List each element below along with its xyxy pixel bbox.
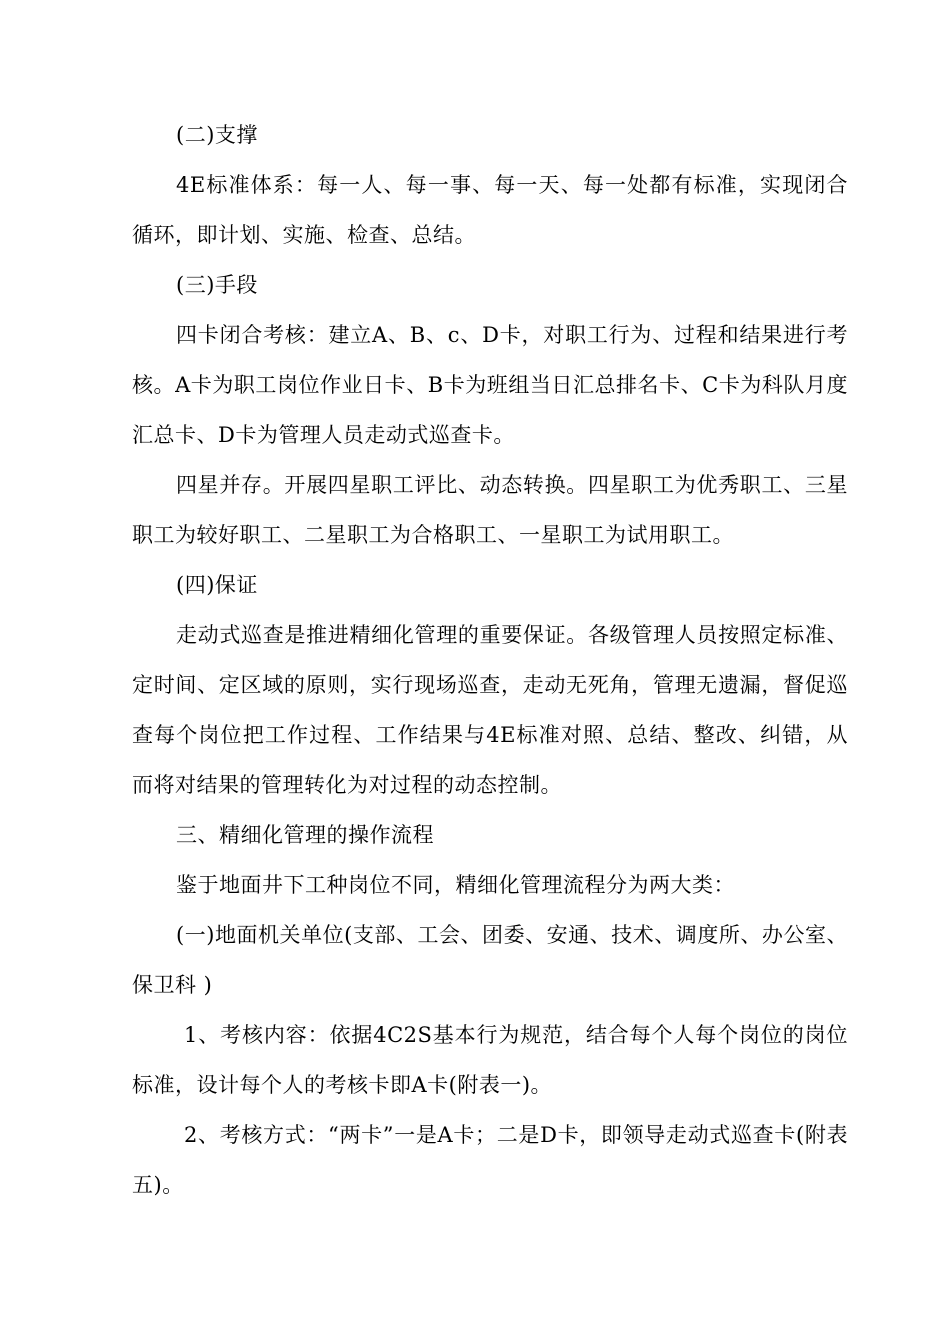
paragraph-two-categories: 鉴于地面井下工种岗位不同，精细化管理流程分为两大类： [176, 873, 735, 897]
paragraph-assessment-content: 1、考核内容：依据4C2S基本行为规范，结合每个人每个岗位的岗位标准，设计每个人的考核卡即A卡(附表一)。 [132, 1023, 848, 1097]
heading-ground-units: (一)地面机关单位(支部、工会、团委、安通、技术、调度所、办公室、保卫科 ) [132, 923, 848, 997]
paragraph-assessment-method: 2、考核方式：“两卡”一是A卡；二是D卡，即领导走动式巡查卡(附表五)。 [132, 1123, 848, 1197]
document-body [132, 110, 848, 1210]
paragraph-four-card: 四卡闭合考核：建立A、B、c、D卡，对职工行为、过程和结果进行考核。A卡为职工岗位作业日卡、B卡为班组当日汇总排名卡、C卡为科队月度汇总卡、D卡为管理人员走动式巡查卡。 [132, 323, 848, 447]
paragraph-4e-standard: 4E标准体系：每一人、每一事、每一天、每一处都有标准，实现闭合循环，即计划、实施、检查、总结。 [132, 173, 848, 247]
paragraph-walk-inspection: 走动式巡查是推进精细化管理的重要保证。各级管理人员按照定标准、定时间、定区域的原则，实行现场巡查，走动无死角，管理无遗漏，督促巡查每个岗位把工作过程、工作结果与4E标准对照、总结、整改、纠错，从而将对结果的管理转化为对过程的动态控制。 [132, 623, 848, 797]
heading-operation-flow: 三、精细化管理的操作流程 [176, 823, 434, 847]
heading-support: (二)支撑 [176, 123, 258, 147]
heading-means: (三)手段 [176, 273, 258, 297]
heading-guarantee: (四)保证 [176, 573, 258, 597]
paragraph-four-star: 四星并存。开展四星职工评比、动态转换。四星职工为优秀职工、三星职工为较好职工、二星职工为合格职工、一星职工为试用职工。 [132, 473, 848, 547]
